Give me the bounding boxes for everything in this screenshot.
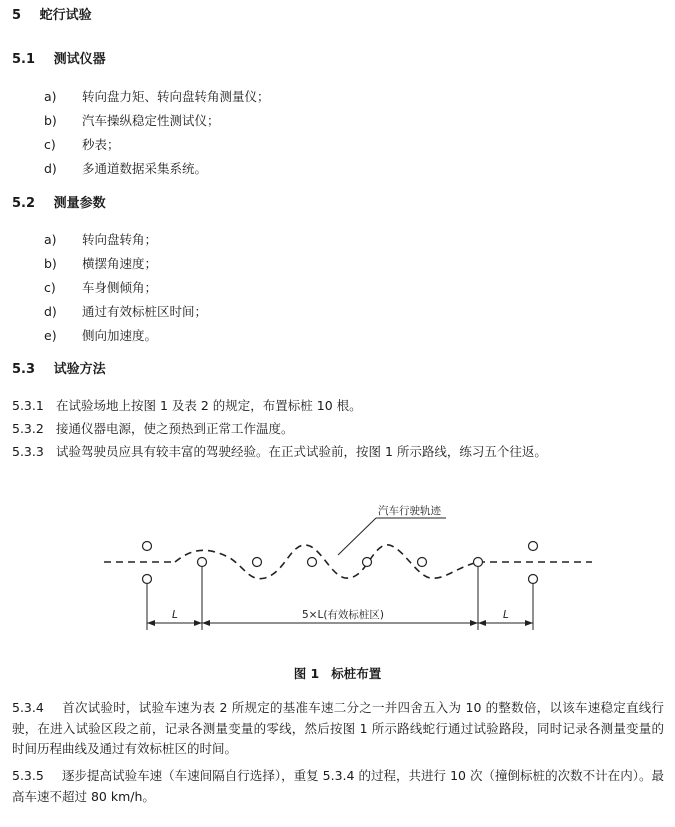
section-number: 5 [12,8,22,23]
stake-marker [143,542,152,551]
paragraph-5-3-2: 5.3.2 接通仪器电源，使之预热到正常工作温度。 [12,421,294,436]
subsection-title: 测试仪器 [53,52,106,67]
stake-marker [529,542,538,551]
subsection-heading-5-3 [12,362,106,378]
list-item: d) 多通道数据采集系统。 [44,161,208,176]
subsection-number: 5.1 [12,52,36,67]
list-item: e) 侧向加速度。 [44,328,158,343]
stake-marker [253,558,262,567]
subsection-title: 试验方法 [53,362,106,377]
list-item: b) 汽车操纵稳定性测试仪； [44,113,220,128]
dim-label-middle: 5×L(有效标桩区) [302,609,385,621]
section-heading [12,8,92,24]
stake-marker [198,558,207,567]
section-title: 蛇行试验 [39,8,92,23]
caption-title: 标桩布置 [331,666,382,681]
stake-marker [308,558,317,567]
subsection-number: 5.2 [12,196,36,211]
stake-marker [143,575,152,584]
stake-marker [363,558,372,567]
list-item: c) 车身侧倾角； [44,280,158,295]
dim-label-left: L [172,609,178,621]
subsection-heading-5-1 [12,52,106,68]
subsection-number: 5.3 [12,362,36,377]
subsection-heading-5-2 [12,196,106,212]
list-item: d) 通过有效标桩区时间； [44,304,208,319]
list-item: c) 秒表； [44,137,120,152]
paragraph-5-3-5: 5.3.5 逐步提高试验车速（车速间隔自行选择），重复 5.3.4 的过程，共进行 10 次（撞倒标桩的次数不计在内）。最高车速不超过 80 km/h。 [12,768,664,804]
list-item: a) 转向盘转角； [44,232,158,247]
track-label: 汽车行驶轨迹 [378,505,441,517]
figure-caption [0,664,675,682]
vehicle-track [175,545,478,579]
stake-marker [529,575,538,584]
paragraph-5-3-1: 5.3.1 在试验场地上按图 1 及表 2 的规定，布置标桩 10 根。 [12,398,362,413]
paragraph-5-3-3: 5.3.3 试验驾驶员应具有较丰富的驾驶经验。在正式试验前，按图 1 所示路线，练习五个往返。 [12,444,547,459]
dim-label-right: L [503,609,509,621]
list-item: b) 横摆角速度； [44,256,158,271]
stake-marker [474,558,483,567]
figure-stake-layout [0,490,675,655]
list-item: a) 转向盘力矩、转向盘转角测量仪； [44,89,270,104]
stake-marker [418,558,427,567]
paragraph-5-3-4: 5.3.4 首次试验时，试验车速为表 2 所规定的基准车速二分之一并四舍五入为 10 的整数倍，以该车速稳定直线行驶，在进入试验区段之前，记录各测量变量的零线，然后按图 1 所示路线蛇行通过试验路段，同时记录各测量变量的时间历程曲线及通过有效标桩区的时间。 [12,700,664,756]
track-label-leader [338,518,376,555]
caption-number: 图 1 [293,666,320,681]
subsection-title: 测量参数 [53,196,106,211]
